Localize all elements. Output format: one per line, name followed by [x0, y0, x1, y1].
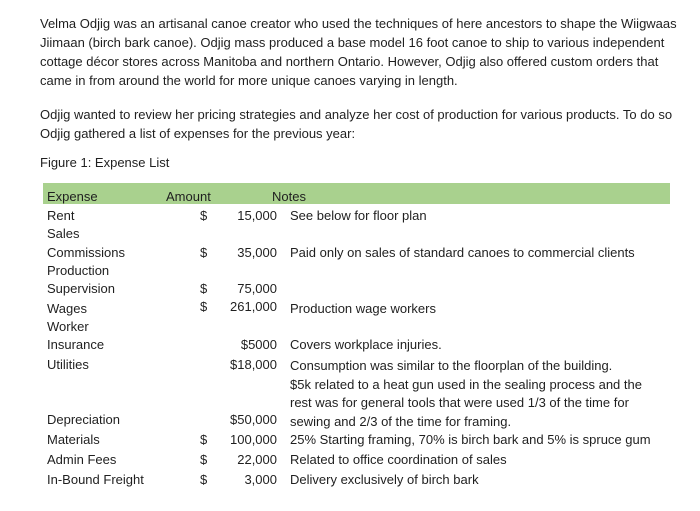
intro-paragraph-2: Odjig wanted to review her pricing strategies and analyze her cost of production for various products. To do so Odjig gathered a list of expenses for the previous year:: [40, 107, 673, 141]
row-utilities-amount: $18,000: [230, 357, 277, 372]
row-sales-expense: Sales: [47, 226, 80, 241]
row-materials-note: 25% Starting framing, 70% is birch bark and 5% is spruce gum: [290, 432, 651, 447]
row-wages-expense: Wages: [47, 301, 87, 316]
row-commissions-amount: 35,000: [237, 245, 277, 260]
row-supervision-amount: 75,000: [237, 281, 277, 296]
row-supervision-dollar: $: [200, 281, 208, 296]
row-admin-amount: 22,000: [237, 452, 277, 467]
header-notes: Notes: [272, 189, 306, 204]
row-commissions-note: Paid only on sales of standard canoes to commercial clients: [290, 245, 635, 260]
row-rent-expense: Rent: [47, 208, 75, 223]
row-rent-note: See below for floor plan: [290, 208, 427, 223]
row-insurance-expense: Insurance: [47, 337, 105, 352]
row-commissions-expense: Commissions: [47, 245, 126, 260]
row-insurance-amount: $5000: [240, 337, 277, 352]
row-insurance-note: Covers workplace injuries.: [290, 337, 442, 352]
row-supervision-expense: Supervision: [47, 281, 115, 296]
header-amount: Amount: [166, 189, 211, 204]
row-admin-note: Related to office coordination of sales: [290, 452, 507, 467]
row-freight-note: Delivery exclusively of birch bark: [290, 472, 479, 487]
row-wages-dollar: $: [200, 299, 208, 314]
row-commissions-dollar: $: [200, 245, 208, 260]
row-wages-note: Production wage workers: [290, 301, 436, 316]
table-header-bar: [43, 183, 670, 204]
row-materials-amount: 100,000: [230, 432, 277, 447]
header-expense: Expense: [47, 189, 98, 204]
row-admin-dollar: $: [200, 452, 208, 467]
utilities-depreciation-note: [290, 357, 642, 431]
utilities-note-line-1: Consumption was similar to the floorplan of the building.: [290, 358, 613, 373]
row-freight-dollar: $: [200, 472, 208, 487]
row-production-expense: Production: [47, 263, 110, 278]
row-utilities-expense: Utilities: [47, 357, 89, 372]
row-depreciation-expense: Depreciation: [47, 412, 120, 427]
row-materials-dollar: $: [200, 432, 208, 447]
utilities-note-line-3: rest was for general tools that were used 1/3 of the time for: [290, 395, 629, 410]
row-freight-amount: 3,000: [244, 472, 277, 487]
row-worker-expense: Worker: [47, 319, 89, 334]
row-materials-expense: Materials: [47, 432, 100, 447]
row-freight-expense: In-Bound Freight: [47, 472, 144, 487]
intro-paragraph-1: Velma Odjig was an artisanal canoe creator who used the techniques of here ancestors to shape the Wiigwaas Jiimaan (birch bark canoe). Odjig mass produced a base model 16 foot canoe to ship to various independent cottage décor stores across Manitoba and northern Ontario. However, Odjig also offered custom orders that came in from around the world for more unique canoes varying in length.: [40, 16, 677, 88]
row-rent-amount: 15,000: [237, 208, 277, 223]
figure-caption: Figure 1: Expense List: [40, 155, 170, 170]
row-wages-amount: 261,000: [230, 299, 277, 314]
row-admin-expense: Admin Fees: [47, 452, 117, 467]
row-depreciation-amount: $50,000: [230, 412, 277, 427]
utilities-note-line-2: $5k related to a heat gun used in the sealing process and the: [290, 376, 642, 392]
utilities-note-line-4: sewing and 2/3 of the time for framing.: [290, 413, 512, 429]
row-rent-dollar: $: [200, 208, 208, 223]
